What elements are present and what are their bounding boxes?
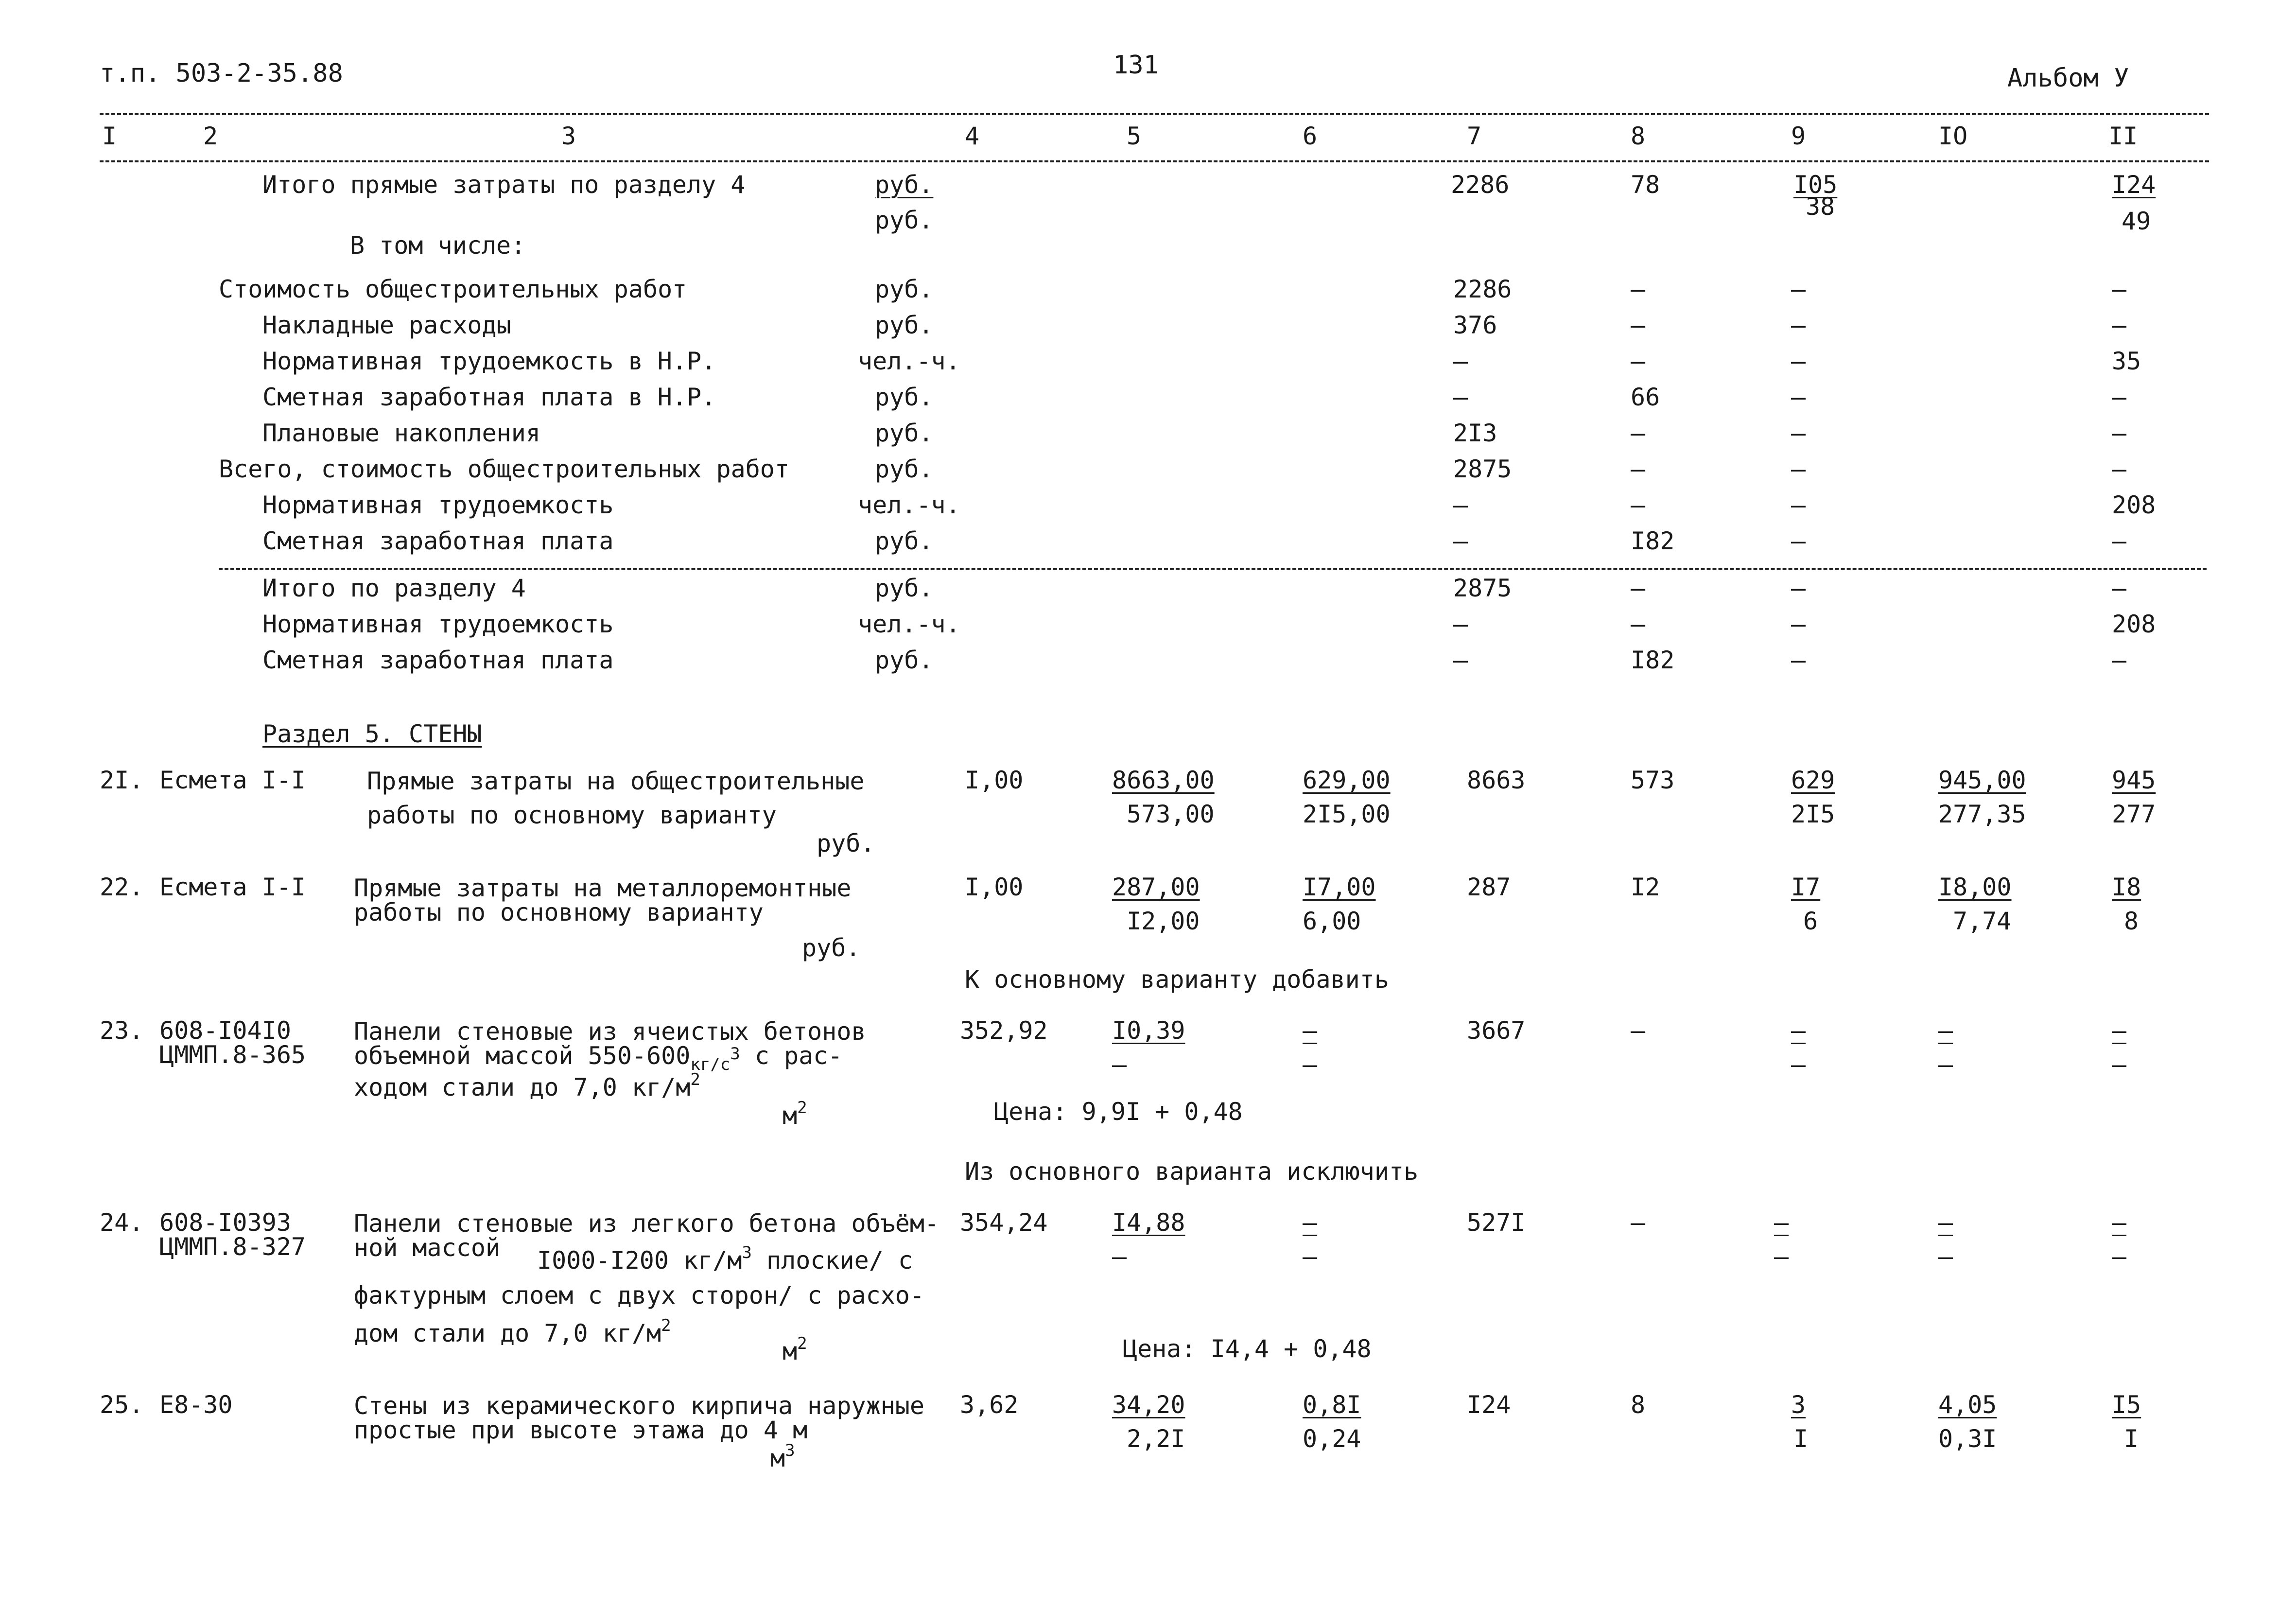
cell-col10-top: 4,05 — [1938, 1391, 1997, 1419]
cell-col9: – — [1791, 491, 1806, 519]
item-code: Есмета I-I — [159, 873, 306, 901]
cell-col7: – — [1453, 646, 1468, 674]
item-description-line2b: I000-I200 $кг/м^3$ плоские/ с — [537, 1243, 913, 1275]
item-description-line1: Прямые затраты на металлоремонтные — [354, 874, 852, 902]
price-note: Цена: 9,9I + 0,48 — [994, 1098, 1243, 1126]
cell-col10-top: I8,00 — [1938, 873, 2012, 901]
cell-col5-bottom: – — [1112, 1242, 1127, 1271]
cell-col9-top: 3 — [1791, 1391, 1806, 1419]
cell-col11-bottom: 49 — [2122, 207, 2151, 235]
cell-col5-top: 8663,00 — [1112, 766, 1215, 794]
row-label: Всего, стоимость общестроительных работ — [219, 455, 789, 483]
cell-col7: 2286 — [1453, 275, 1512, 303]
cell-col6-bottom: 0,24 — [1303, 1425, 1361, 1453]
cell-col11: – — [2112, 311, 2127, 339]
cell-col10-top: – — [1938, 1016, 1953, 1045]
cell-col10-bottom: 277,35 — [1938, 800, 2026, 828]
cell-col5-bottom: – — [1112, 1050, 1127, 1079]
item-description-line2 — [354, 1042, 843, 1074]
row-unit-2: руб. — [875, 206, 934, 234]
item-code: Есмета I-I — [159, 766, 306, 794]
cell-col6-bottom: – — [1303, 1242, 1318, 1271]
cell-col8: I82 — [1631, 527, 1675, 555]
cell-col9: – — [1791, 311, 1806, 339]
cell-col8: – — [1631, 1016, 1646, 1045]
item-description-line1: Стены из керамического кирпича наружные — [354, 1392, 924, 1420]
cell-col7: – — [1453, 610, 1468, 638]
density-range: объемной массой 550-600 — [354, 1042, 691, 1070]
row-label: Нормативная трудоемкость — [262, 491, 614, 519]
cell-col10-bottom: – — [1938, 1242, 1953, 1271]
row-unit: руб. — [875, 646, 934, 674]
item-description-line2a: ной массой — [354, 1234, 501, 1262]
cell-col7: 2286 — [1451, 171, 1510, 199]
item-description-line4: дом стали до 7,0 $кг/м^2$ — [354, 1316, 671, 1347]
cell-col9-bottom: 38 — [1806, 192, 1835, 221]
cell-col5-top: I0,39 — [1112, 1016, 1185, 1045]
cell-col11-top: – — [2112, 1016, 2127, 1045]
col-num-1: I — [102, 122, 117, 150]
cell-col9-bottom: I — [1793, 1425, 1809, 1453]
item-unit: $м^2$ — [783, 1098, 807, 1130]
item-description-line1: Панели стеновые из легкого бетона объём- — [354, 1209, 939, 1238]
cell-col5-top: I4,88 — [1112, 1208, 1185, 1237]
cell-col11-top: – — [2112, 1208, 2127, 1237]
item-description-line3: ходом стали до 7,0 $кг/м^2$ — [354, 1070, 700, 1101]
cell-col8: – — [1631, 574, 1646, 602]
row-unit: чел.-ч. — [858, 347, 960, 375]
cell-col11: – — [2112, 527, 2127, 555]
row-unit: руб. — [875, 171, 934, 199]
col-num-2: 2 — [203, 122, 218, 150]
cell-col7: I24 — [1467, 1391, 1511, 1419]
cell-col8: – — [1631, 455, 1646, 483]
cell-col9: – — [1791, 646, 1806, 674]
item-description-line1: Панели стеновые из ячеистых бетонов — [354, 1017, 866, 1046]
col-num-7: 7 — [1467, 122, 1482, 150]
item-number: 25. — [100, 1391, 144, 1419]
cell-col8: – — [1631, 419, 1646, 447]
density-unit: кг/с3 — [690, 1044, 740, 1074]
page-number: 131 — [1113, 51, 1159, 80]
cell-col7: – — [1453, 383, 1468, 411]
cell-col6-bottom: 6,00 — [1303, 907, 1361, 935]
cell-col11-top: I8 — [2112, 873, 2141, 901]
cell-col9-bottom: – — [1774, 1242, 1789, 1271]
cell-col8: – — [1631, 491, 1646, 519]
col-num-9: 9 — [1791, 122, 1806, 150]
cell-col5-top: 287,00 — [1112, 873, 1200, 901]
cell-col11: – — [2112, 646, 2127, 674]
cell-col9: – — [1791, 347, 1806, 375]
cell-col6-bottom: 2I5,00 — [1303, 800, 1391, 828]
cell-col10-top: – — [1938, 1208, 1953, 1237]
col-num-6: 6 — [1303, 122, 1318, 150]
cell-col11-bottom: 8 — [2124, 907, 2139, 935]
cell-col11: – — [2112, 574, 2127, 602]
cell-col9-top: 629 — [1791, 766, 1835, 794]
cell-col6-top: I7,00 — [1303, 873, 1376, 901]
cell-col6-bottom: – — [1303, 1050, 1318, 1079]
cell-col7: 2I3 — [1453, 419, 1497, 447]
cell-col9: – — [1791, 574, 1806, 602]
cell-col7: 2875 — [1453, 574, 1512, 602]
item-quantity: I,00 — [965, 873, 1024, 901]
row-unit: руб. — [875, 383, 934, 411]
exclude-from-base-note: Из основного варианта исключить — [965, 1157, 1419, 1186]
row-unit: руб. — [875, 455, 934, 483]
cell-col11-bottom: I — [2124, 1425, 2139, 1453]
cell-col10-top: 945,00 — [1938, 766, 2026, 794]
cell-col9: – — [1791, 275, 1806, 303]
row-label: Плановые накопления — [262, 419, 540, 447]
cell-col8: 66 — [1631, 383, 1660, 411]
cell-col7: 8663 — [1467, 766, 1526, 794]
subtotal-rule — [219, 568, 2207, 570]
cell-col8: – — [1631, 347, 1646, 375]
col-num-11: II — [2108, 122, 2138, 150]
cell-col10-bottom: – — [1938, 1050, 1953, 1079]
row-label: Сметная заработная плата — [262, 646, 614, 674]
cell-col6-top: 629,00 — [1303, 766, 1391, 794]
item-quantity: 3,62 — [960, 1391, 1019, 1419]
row-label: Сметная заработная плата в Н.Р. — [262, 383, 716, 411]
cell-col11: 208 — [2112, 610, 2156, 638]
col-num-3: 3 — [561, 122, 576, 150]
item-quantity: 352,92 — [960, 1016, 1048, 1045]
cell-col11-bottom: – — [2112, 1050, 2127, 1079]
cell-col11: – — [2112, 275, 2127, 303]
row-unit: руб. — [875, 527, 934, 555]
cell-col5-top: 34,20 — [1112, 1391, 1185, 1419]
row-unit: чел.-ч. — [858, 610, 960, 638]
row-label: Стоимость общестроительных работ — [219, 275, 687, 303]
cell-col11: – — [2112, 419, 2127, 447]
item-code: Е8-30 — [159, 1391, 233, 1419]
item-code: 608-I04I0 — [159, 1016, 291, 1045]
cell-col8: – — [1631, 275, 1646, 303]
header-top-rule — [100, 113, 2209, 115]
item-number: 23. — [100, 1016, 144, 1045]
item-unit: $м^3$ — [770, 1441, 795, 1472]
cell-col8: I2 — [1631, 873, 1660, 901]
row-label: Нормативная трудоемкость в Н.Р. — [262, 347, 716, 375]
cell-col6-top: – — [1303, 1208, 1318, 1237]
cell-col11-top: I24 — [2112, 171, 2156, 199]
cell-col5-bottom: I2,00 — [1127, 907, 1200, 935]
cell-col5-bottom: 573,00 — [1127, 800, 1215, 828]
cell-col9-top: – — [1774, 1208, 1789, 1237]
col-num-10: IO — [1938, 122, 1968, 150]
cell-col8: – — [1631, 610, 1646, 638]
header-bottom-rule — [100, 160, 2209, 162]
price-note: Цена: I4,4 + 0,48 — [1123, 1335, 1372, 1363]
item-unit: $м^2$ — [783, 1334, 807, 1365]
col-num-5: 5 — [1127, 122, 1142, 150]
item-description-line2: работы по основному варианту — [354, 898, 764, 926]
cell-col7: 527I — [1467, 1208, 1526, 1237]
item-description-line3: фактурным слоем с двух сторон/ с расхо- — [354, 1281, 924, 1310]
section5-title: Раздел 5. СТЕНЫ — [262, 720, 482, 748]
cell-col8: 573 — [1631, 766, 1675, 794]
row-unit: руб. — [875, 574, 934, 602]
item-quantity: I,00 — [965, 766, 1024, 794]
cell-col7: 287 — [1467, 873, 1511, 901]
row-label: Итого прямые затраты по разделу 4 — [262, 171, 746, 199]
cell-col7: 376 — [1453, 311, 1497, 339]
album-label: Альбом У — [2007, 64, 2129, 93]
cell-col11: 35 — [2112, 347, 2141, 375]
item-quantity: 354,24 — [960, 1208, 1048, 1237]
cell-col11-top: I5 — [2112, 1391, 2141, 1419]
row-unit: руб. — [875, 311, 934, 339]
item-unit: руб. — [817, 829, 875, 857]
row-unit: чел.-ч. — [858, 491, 960, 519]
cell-col8: – — [1631, 1208, 1646, 1237]
item-unit: руб. — [802, 934, 861, 962]
item-description-line2: работы по основному варианту — [367, 801, 777, 829]
cell-col9: – — [1791, 455, 1806, 483]
row-label: Сметная заработная плата — [262, 527, 614, 555]
row-unit: руб. — [875, 275, 934, 303]
cell-col11: 208 — [2112, 491, 2156, 519]
cell-col6-top: – — [1303, 1016, 1318, 1045]
cell-col7: 2875 — [1453, 455, 1512, 483]
document-code: т.п. 503-2-35.88 — [100, 59, 343, 88]
cell-col8: – — [1631, 311, 1646, 339]
item-number: 2I. — [100, 766, 144, 794]
col-num-4: 4 — [965, 122, 980, 150]
cell-col9-top: I7 — [1791, 873, 1821, 901]
item-description-line2: простые при высоте этажа до 4 м — [354, 1416, 808, 1444]
cell-col9: – — [1791, 419, 1806, 447]
item-number: 22. — [100, 873, 144, 901]
row-label: Нормативная трудоемкость — [262, 610, 614, 638]
including-label: В том числе: — [350, 231, 526, 260]
cell-col10-bottom: 7,74 — [1953, 907, 2012, 935]
cell-col10-bottom: 0,3I — [1938, 1425, 1997, 1453]
cell-col7: 3667 — [1467, 1016, 1526, 1045]
add-to-base-note: К основному варианту добавить — [965, 965, 1389, 994]
cell-col7: – — [1453, 491, 1468, 519]
cell-col9-bottom: 2I5 — [1791, 800, 1835, 828]
cell-col11: – — [2112, 383, 2127, 411]
cell-col11: – — [2112, 455, 2127, 483]
cell-col8: 8 — [1631, 1391, 1646, 1419]
cell-col7: – — [1453, 347, 1468, 375]
item-code: 608-I0393 — [159, 1208, 291, 1237]
row-label: Накладные расходы — [262, 311, 511, 339]
cell-col9: – — [1791, 527, 1806, 555]
item-number: 24. — [100, 1208, 144, 1237]
desc-suffix: с рас- — [740, 1042, 843, 1070]
cell-col6-top: 0,8I — [1303, 1391, 1361, 1419]
row-label: Итого по разделу 4 — [262, 574, 526, 602]
cell-col5-bottom: 2,2I — [1127, 1425, 1185, 1453]
item-code-2: ЦММП.8-327 — [159, 1233, 306, 1261]
cell-col9-top: – — [1791, 1016, 1806, 1045]
cell-col11-bottom: 277 — [2112, 800, 2156, 828]
row-unit: руб. — [875, 419, 934, 447]
cell-col8: I82 — [1631, 646, 1675, 674]
cell-col7: – — [1453, 527, 1468, 555]
cell-col11-bottom: – — [2112, 1242, 2127, 1271]
cell-col11-top: 945 — [2112, 766, 2156, 794]
cell-col9: – — [1791, 383, 1806, 411]
cell-col9-top: I05 — [1793, 171, 1838, 199]
cell-col8: 78 — [1631, 171, 1660, 199]
col-num-8: 8 — [1631, 122, 1646, 150]
cell-col9-bottom: – — [1791, 1050, 1806, 1079]
item-description-line1: Прямые затраты на общестроительные — [367, 767, 865, 795]
cell-col9-bottom: 6 — [1803, 907, 1818, 935]
cell-col9: – — [1791, 610, 1806, 638]
item-code-2: ЦММП.8-365 — [159, 1041, 306, 1069]
